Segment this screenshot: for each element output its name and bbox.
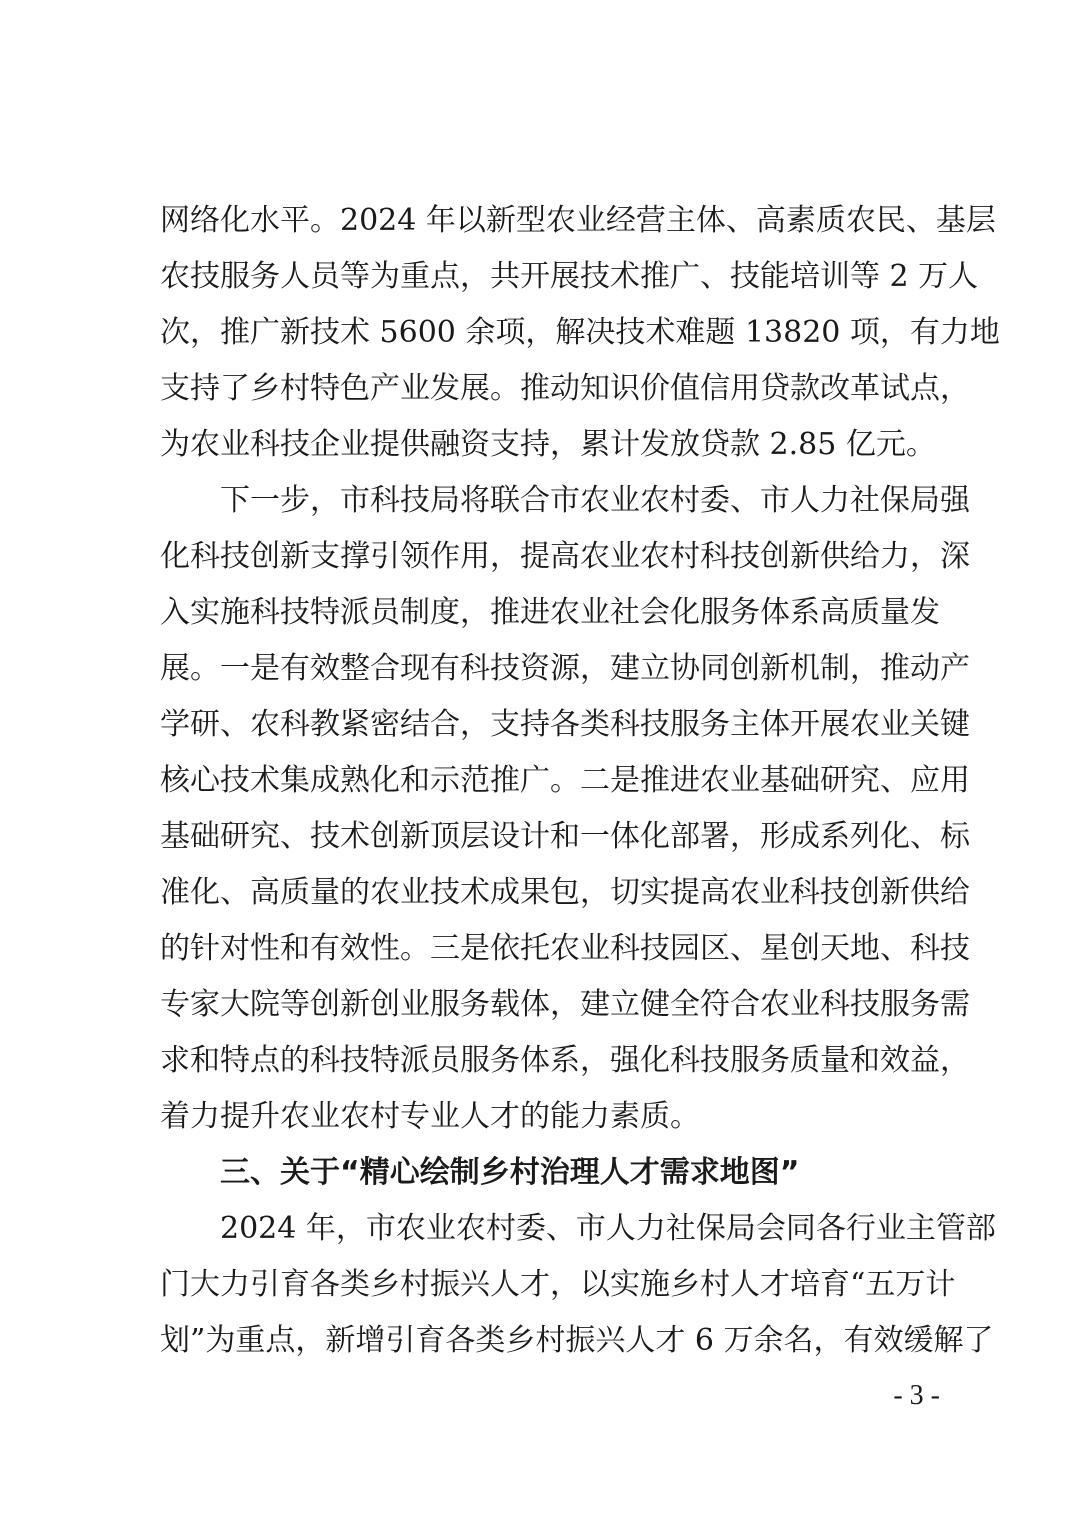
- body-text-line: 下一步，市科技局将联合市农业农村委、市人力社保局强: [160, 483, 970, 518]
- body-text-line: 求和特点的科技特派员服务体系，强化科技服务质量和效益，: [160, 1043, 970, 1078]
- body-text-line: 农技服务人员等为重点，共开展技术推广、技能培训等 2 万人: [160, 259, 979, 294]
- body-text-line: 基础研究、技术创新顶层设计和一体化部署，形成系列化、标: [160, 819, 970, 854]
- body-text-line: 支持了乡村特色产业发展。推动知识价值信用贷款改革试点，: [160, 371, 970, 406]
- body-text-line: 2024 年，市农业农村委、市人力社保局会同各行业主管部: [160, 1211, 996, 1246]
- body-text-line: 展。一是有效整合现有科技资源，建立协同创新机制，推动产: [160, 651, 970, 686]
- body-text-line: 学研、农科教紧密结合，支持各类科技服务主体开展农业关键: [160, 707, 970, 742]
- body-text-line: 划”为重点，新增引育各类乡村振兴人才 6 万余名，有效缓解了: [160, 1323, 994, 1358]
- body-text-line: 门大力引育各类乡村振兴人才，以实施乡村人才培育“五万计: [160, 1267, 956, 1302]
- body-text-line: 着力提升农业农村专业人才的能力素质。: [160, 1099, 700, 1134]
- body-text-line: 准化、高质量的农业技术成果包，切实提高农业科技创新供给: [160, 875, 970, 910]
- page-number: - 3 -: [893, 1380, 940, 1411]
- body-text-line: 的针对性和有效性。三是依托农业科技园区、星创天地、科技: [160, 931, 970, 966]
- body-text-line: 为农业科技企业提供融资支持，累计发放贷款 2.85 亿元。: [160, 427, 936, 462]
- body-text-line: 化科技创新支撑引领作用，提高农业农村科技创新供给力，深: [160, 539, 970, 574]
- body-text-line: 核心技术集成熟化和示范推广。二是推进农业基础研究、应用: [160, 763, 970, 798]
- section-heading: 三、关于“精心绘制乡村治理人才需求地图”: [160, 1155, 800, 1190]
- body-text-line: 入实施科技特派员制度，推进农业社会化服务体系高质量发: [160, 595, 940, 630]
- body-text-line: 次，推广新技术 5600 余项，解决技术难题 13820 项，有力地: [160, 315, 1000, 350]
- body-text-line: 专家大院等创新创业服务载体，建立健全符合农业科技服务需: [160, 987, 970, 1022]
- body-text-line: 网络化水平。2024 年以新型农业经营主体、高素质农民、基层: [160, 203, 996, 238]
